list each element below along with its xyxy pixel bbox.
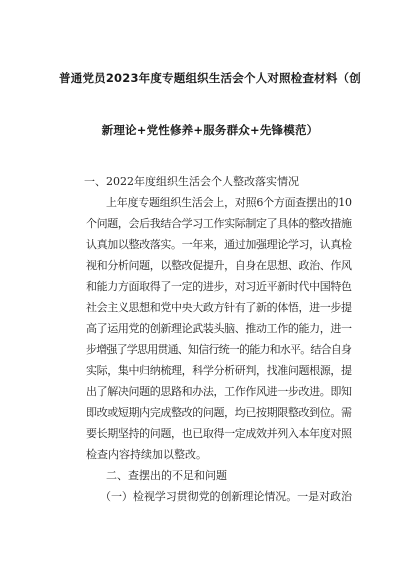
paragraph1-line: 检查内容持续加以整改。 (86, 448, 207, 461)
paragraph1-line: 即改或短期内完成整改的问题，均已按期限整改到位。需 (86, 406, 352, 419)
section2-heading: 二、查摆出的不足和问题 (106, 469, 227, 482)
paragraph1-line: 步增强了学思用贯通、知信行统一的能力和水平。结合自身 (86, 343, 352, 356)
paragraph1-line: 社会主义思想和党中央大政方针有了新的体悟，进一步提 (86, 301, 352, 314)
paragraph1-line: 个问题，会后我结合学习工作实际制定了具体的整改措施 (86, 217, 352, 230)
document-title-line2: 新理论+党性修养+服务群众+先锋模范） (101, 123, 319, 137)
paragraph1-line: 要长期坚持的问题，也已取得一定成效并列入本年度对照 (86, 427, 352, 440)
paragraph1-line: 高了运用党的创新理论武装头脑、推动工作的能力，进一 (86, 322, 352, 335)
paragraph1-line: 认真加以整改落实。一年来，通过加强理论学习，认真检 (86, 238, 352, 251)
paragraph1-line: 出了解决问题的思路和办法，工作作风进一步改进。即知 (86, 385, 352, 398)
paragraph1-line: 上年度专题组织生活会上，对照6个方面查摆出的10 (106, 196, 352, 209)
paragraph1-line: 视和分析问题，以整改促提升，自身在思想、政治、作风 (86, 259, 352, 272)
section1-heading: 一、2022年度组织生活会个人整改落实情况 (84, 175, 299, 188)
paragraph1-line: 和能力方面取得了一定的进步，对习近平新时代中国特色 (86, 280, 352, 293)
document-title-line1: 普通党员2023年度专题组织生活会个人对照检查材料（创 (59, 71, 361, 85)
paragraph1-line: 实际，集中归纳梳理，科学分析研判，找准问题根源，提 (86, 364, 352, 377)
subsection1-line: （一）检视学习贯彻党的创新理论情况。一是对政治 (100, 490, 352, 503)
